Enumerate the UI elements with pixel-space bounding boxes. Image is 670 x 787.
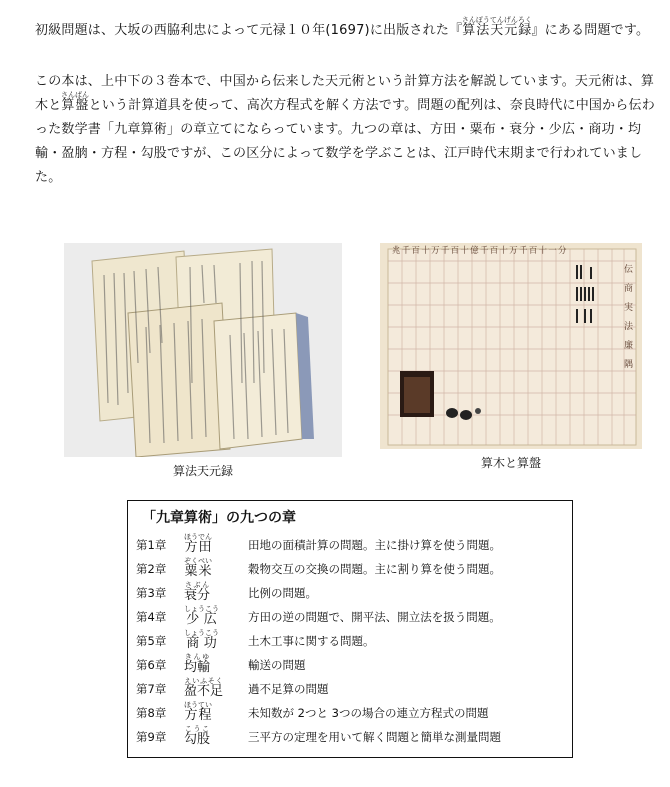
chapter-description: 土木工事に関する問題。 — [248, 634, 375, 648]
chapter-name-text: 衰分 — [184, 588, 211, 603]
chapter-row — [128, 601, 574, 625]
chapter-number: 第1章 — [136, 538, 167, 552]
chapter-name-reading: しょうこう — [184, 605, 219, 613]
chapter-row — [128, 529, 574, 553]
intro-paragraph-1 — [22, 16, 655, 43]
chapter-number: 第3章 — [136, 586, 167, 600]
chapter-name — [184, 581, 210, 603]
chapter-description: 方田の逆の問題で、開平法、開立法を扱う問題。 — [248, 610, 501, 624]
chapter-name-text: 方田 — [184, 540, 212, 555]
chapter-description: 比例の問題。 — [248, 586, 317, 600]
chapter-name-reading: しょうこう — [184, 629, 219, 637]
chapter-description: 田地の面積計算の問題。主に掛け算を使う問題。 — [248, 538, 501, 552]
chapter-description: 穀物交互の交換の問題。主に割り算を使う問題。 — [248, 562, 501, 576]
chapter-row — [128, 721, 574, 745]
chapter-name-reading: ぞくべい — [184, 557, 212, 565]
chapter-name-text: 均輸 — [184, 660, 211, 675]
chapter-description: 輸送の問題 — [248, 658, 306, 672]
chapter-name-text: 商功 — [184, 636, 219, 651]
book-title: 算法天元録 — [461, 23, 532, 38]
chapter-name-text: 少広 — [184, 612, 219, 627]
book-photo-illustration — [64, 243, 342, 457]
chapter-name — [184, 533, 212, 555]
chapter-name-text: 勾股 — [184, 732, 211, 747]
intro-p1-text-a: 初級問題は、大坂の西脇利忠によって元禄１０年(1697)に出版された『 — [35, 23, 463, 38]
chapter-name — [184, 557, 212, 579]
chapter-name-reading: きんゆ — [184, 653, 210, 661]
chapter-number: 第5章 — [136, 634, 167, 648]
chapter-name-reading: ほうてい — [184, 701, 212, 709]
chapter-name — [184, 653, 210, 675]
chapter-number: 第2章 — [136, 562, 167, 576]
chapter-row — [128, 553, 574, 577]
intro-p2-text-b: という計算道具を使って、高次方程式を解く方法です。問題の配列は、奈良時代に中国から伝わった数学書「九章算術」の章立てにならっています。九つの章は、方田・粟布・衰分・少広・商功・均輸・盈朒・方程・勾股ですが、この区分によって数学を学ぶことは、江戸時代末期まで行われていました。 — [35, 98, 655, 185]
chapter-description: 未知数が 2つと 3つの場合の連立方程式の問題 — [248, 706, 489, 720]
board-header-text: 兆千百十万千百十億千百十万千百十一分 — [392, 245, 568, 255]
chapter-name — [184, 701, 212, 723]
book-photo — [64, 243, 342, 457]
chapter-description: 三平方の定理を用いて解く問題と簡単な測量問題 — [248, 730, 501, 744]
chapter-row — [128, 577, 574, 601]
book-title-ruby — [461, 16, 532, 38]
chapter-name — [184, 629, 219, 651]
intro-p2-text-a: この本は、上中下の３巻本で、中国から伝来した天元術という計算方法を解説しています。天元術は、算木と — [35, 74, 655, 113]
counting-board-photo — [380, 243, 642, 449]
chapter-row — [128, 625, 574, 649]
book-photo-caption: 算法天元録 — [172, 464, 233, 478]
intro-p1-text-b: 』にある問題です。 — [531, 23, 650, 38]
chapter-name — [184, 677, 223, 699]
nine-chapters-box — [127, 500, 573, 758]
nine-chapters-title: 「九章算術」の九つの章 — [142, 510, 296, 526]
chapter-name — [184, 725, 210, 747]
abacus-term: 算盤 — [61, 98, 89, 113]
intro-paragraph-2 — [22, 70, 655, 190]
chapter-name-text: 粟米 — [184, 564, 212, 579]
chapter-row — [128, 673, 574, 697]
abacus-ruby — [61, 91, 90, 113]
chapter-name-text: 方程 — [184, 708, 212, 723]
chapter-number: 第4章 — [136, 610, 167, 624]
chapter-number: 第7章 — [136, 682, 167, 696]
chapter-row — [128, 649, 574, 673]
chapter-name-reading: ほうでん — [184, 533, 212, 541]
abacus-reading: さんばん — [61, 91, 90, 99]
chapter-name-text: 盈不足 — [184, 684, 224, 699]
chapter-name-reading: こうこ — [184, 725, 210, 733]
chapter-number: 第9章 — [136, 730, 167, 744]
board-photo-caption: 算木と算盤 — [480, 456, 541, 470]
chapter-description: 過不足算の問題 — [248, 682, 329, 696]
chapter-name — [184, 605, 219, 627]
chapter-number: 第6章 — [136, 658, 167, 672]
counting-board-illustration — [380, 243, 642, 449]
chapter-name-reading: さぶん — [184, 581, 210, 589]
board-side-text: 伝商実法廉隅 — [624, 265, 634, 370]
book-title-reading: さんぽうてんげんろく — [461, 16, 532, 24]
chapter-row — [128, 697, 574, 721]
chapter-name-reading: えいふそく — [184, 677, 223, 685]
chapter-number: 第8章 — [136, 706, 167, 720]
